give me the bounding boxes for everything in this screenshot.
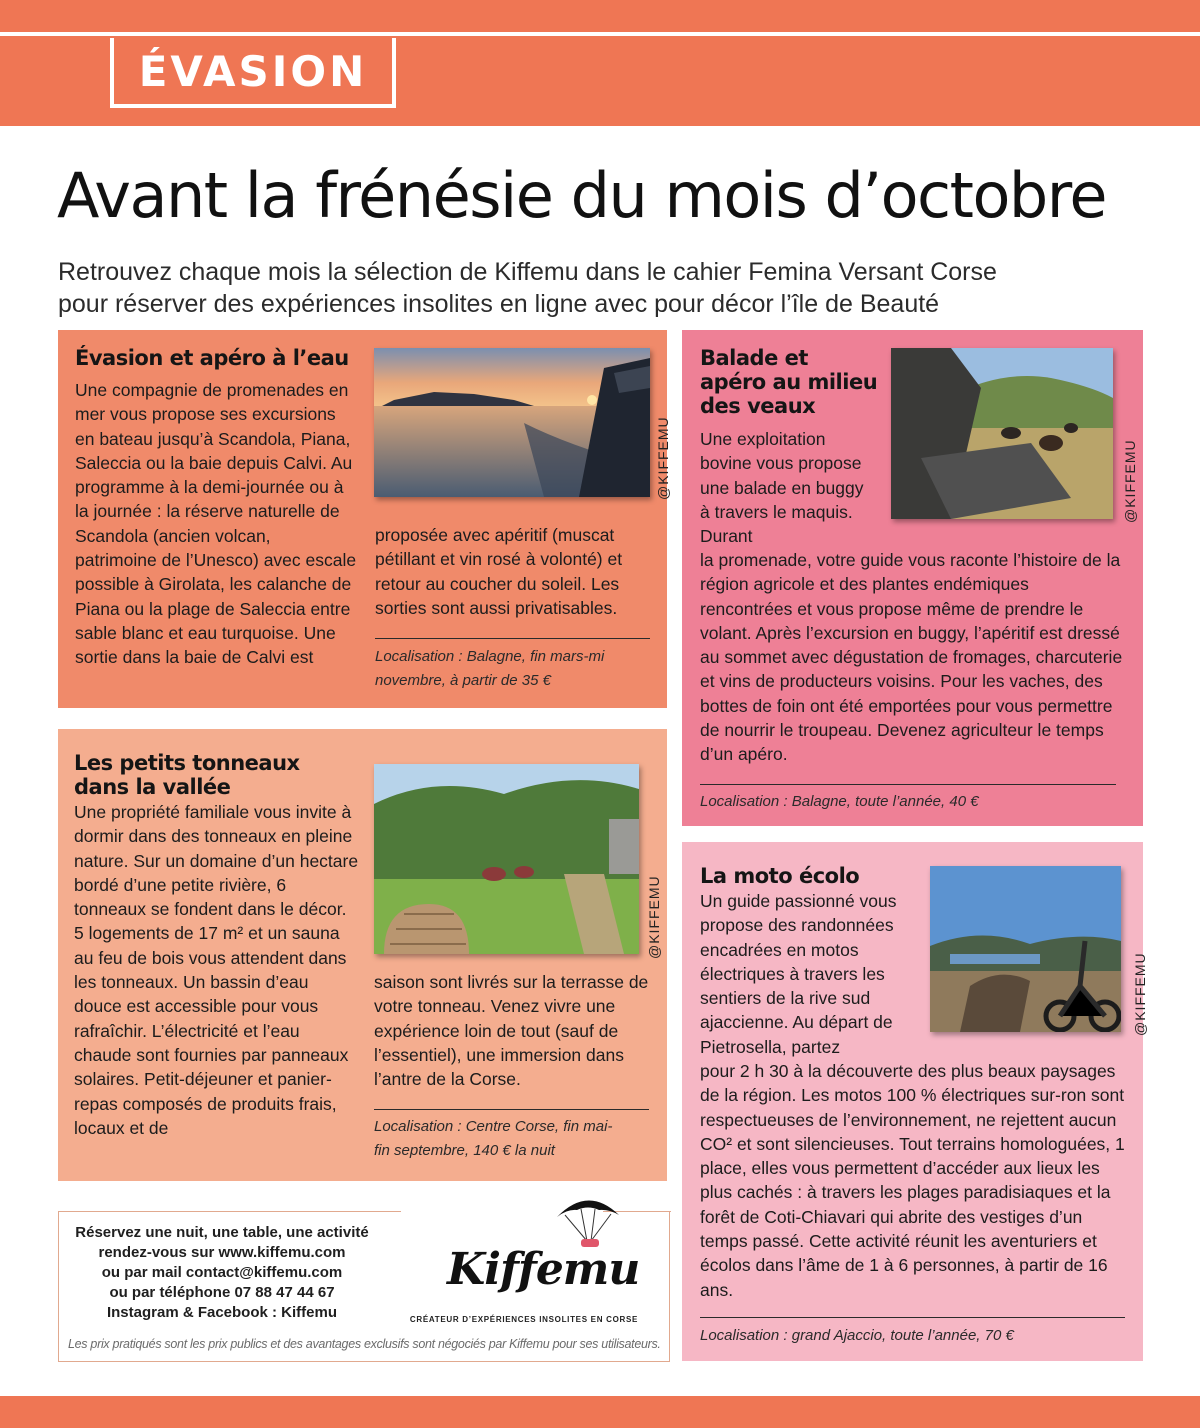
- article-text-col1: Une propriété familiale vous invite à dormir dans des tonneaux en pleine nature. Sur un domaine d’un hectare bordé d’une petite rivière, 6 tonneaux se fondent dans le décor. 5 logements de 17 m² et un sauna au feu de bois vous attendent dans les tonneaux. Un bassin d’eau douce est accessible pour vous rafraîchir. L’électricité et l’eau chaude sont fournies par panneaux solaires. Petit-déjeuner et panier-repas composés de produits frais, locaux et de: [74, 802, 359, 1138]
- divider: [375, 638, 650, 639]
- promo-line-email[interactable]: ou par mail contact@kiffemu.com: [101, 1264, 343, 1281]
- article-text-col2: saison sont livrés sur la terrasse de votre tonneau. Venez vivre une expérience loin de tout (sauf de l’essentiel), une immersion dans l’antre de la Corse.: [374, 972, 649, 1090]
- article-location: Localisation : Balagne, fin mars-mi novembre, à partir de 35 €: [375, 648, 605, 689]
- top-band-line: [0, 32, 1200, 36]
- article-balade-veaux: [682, 330, 1143, 826]
- sunset-boat-image: [374, 348, 650, 497]
- electric-moto-image: [930, 866, 1121, 1032]
- kiffemu-tagline: CRÉATEUR D’EXPÉRIENCES INSOLITES EN CORSE: [409, 1315, 639, 1324]
- promo-contact: [69, 1223, 375, 1323]
- photo-electric-moto: [930, 866, 1121, 1032]
- photo-barrels-valley: [374, 764, 639, 954]
- article-petits-tonneaux: [58, 729, 667, 1181]
- photo-credit: @KIFFEMU: [646, 875, 662, 959]
- article-text-col2: pour 2 h 30 à la découverte des plus beaux paysages de la région. Les motos 100 % électriques sur-ron sont respectueuses de l’environnement, ne rejettent aucun CO² et sont silencieuses. Tout terrains homologuées, 1 place, elles vous permettent d’accéder aux lieux les plus cachés : à travers les plages paradisiaques et la forêt de Coti-Chiavari qui abrite des vestiges d’un temps passé. Cette activité réunit les aventuriers et écolos dans l’âme de 1 à 6 personnes, à partir de 16 ans.: [700, 1061, 1125, 1300]
- photo-credit: @KIFFEMU: [655, 416, 671, 500]
- article-title: Les petits tonneaux dans la vallée: [74, 751, 300, 799]
- article-location: Localisation : Centre Corse, fin mai-fin septembre, 140 € la nuit: [374, 1118, 613, 1159]
- buggy-calves-image: [891, 348, 1113, 519]
- standfirst: [58, 256, 1158, 320]
- photo-buggy-calves: [891, 348, 1113, 519]
- article-location: Localisation : grand Ajaccio, toute l’année, 70 €: [700, 1327, 1014, 1344]
- standfirst-line-2: pour réserver des expériences insolites en ligne avec pour décor l’île de Beauté: [58, 290, 940, 318]
- article-title: Évasion et apéro à l’eau: [75, 346, 349, 370]
- promo-rule: [59, 1211, 401, 1212]
- promo-line-social: Instagram & Facebook : Kiffemu: [106, 1304, 338, 1321]
- promo-line: Réservez une nuit, une table, une activité: [75, 1224, 369, 1241]
- article-evasion-apero: [58, 330, 671, 708]
- divider: [700, 784, 1116, 785]
- kiffemu-promo: [58, 1211, 670, 1362]
- photo-credit: @KIFFEMU: [1132, 952, 1148, 1036]
- article-moto-ecolo: [682, 842, 1148, 1361]
- article-text-col2: proposée avec apéritif (muscat pétillant et vin rosé à volonté) et retour au coucher du soleil. Les sorties sont aussi privatisables.: [375, 525, 623, 618]
- article-text-col1: Une exploitation bovine vous propose une balade en buggy à travers le maquis. Durant: [700, 429, 864, 547]
- headline: Avant la frénésie du mois d’octobre: [57, 159, 1106, 232]
- promo-note: Les prix pratiqués sont les prix publics et des avantages exclusifs sont négociés par Kiffemu pour ses utilisateurs.: [68, 1337, 661, 1351]
- standfirst-line-1: Retrouvez chaque mois la sélection de Kiffemu dans le cahier Femina Versant Corse: [58, 258, 997, 286]
- kiffemu-logo: Kiffemu: [447, 1244, 640, 1295]
- promo-line-phone: ou par téléphone 07 88 47 44 67: [109, 1284, 335, 1301]
- article-title: La moto écolo: [700, 864, 860, 888]
- photo-sunset-boat: [374, 348, 650, 497]
- divider: [700, 1317, 1125, 1318]
- bottom-band: [0, 1396, 1200, 1428]
- barrels-valley-image: [374, 764, 639, 954]
- article-text-col2: la promenade, votre guide vous raconte l’histoire de la région agricole et des plantes endémiques rencontrées et vous propose même de prendre le volant. Après l’excursion en buggy, l’apéritif est dressé au sommet avec dégustation de fromages, charcuterie et vins de producteurs voisins. Pour les vaches, des bottes de foin ont été emportées pour vous permettre de nourrir le troupeau. Devenez agriculteur le temps d’un apéro.: [700, 550, 1123, 765]
- photo-credit: @KIFFEMU: [1122, 439, 1138, 523]
- article-text-col1: Une compagnie de promenades en mer vous propose ses excursions en bateau jusqu’à Scandola, Piana, Saleccia ou la baie depuis Calvi. Au programme à la demi-journée ou à la journée : la réserve naturelle de Scandola (ancien volcan, patrimoine de l’Unesco) avec escale possible à Girolata, les calanche de Piana ou la plage de Saleccia entre sable blanc et eau turquoise. Une sortie dans la baie de Calvi est: [75, 380, 357, 668]
- article-location: Localisation : Balagne, toute l’année, 40 €: [700, 793, 979, 810]
- section-label: ÉVASION: [110, 38, 396, 108]
- promo-line-website[interactable]: rendez-vous sur www.kiffemu.com: [98, 1244, 346, 1261]
- article-title: Balade et apéro au milieu des veaux: [700, 346, 878, 418]
- divider: [374, 1109, 649, 1110]
- article-text-col1: Un guide passionné vous propose des randonnées encadrées en motos électriques à travers les sentiers de la rive sud ajaccienne. Au départ de Pietrosella, partez: [700, 891, 897, 1057]
